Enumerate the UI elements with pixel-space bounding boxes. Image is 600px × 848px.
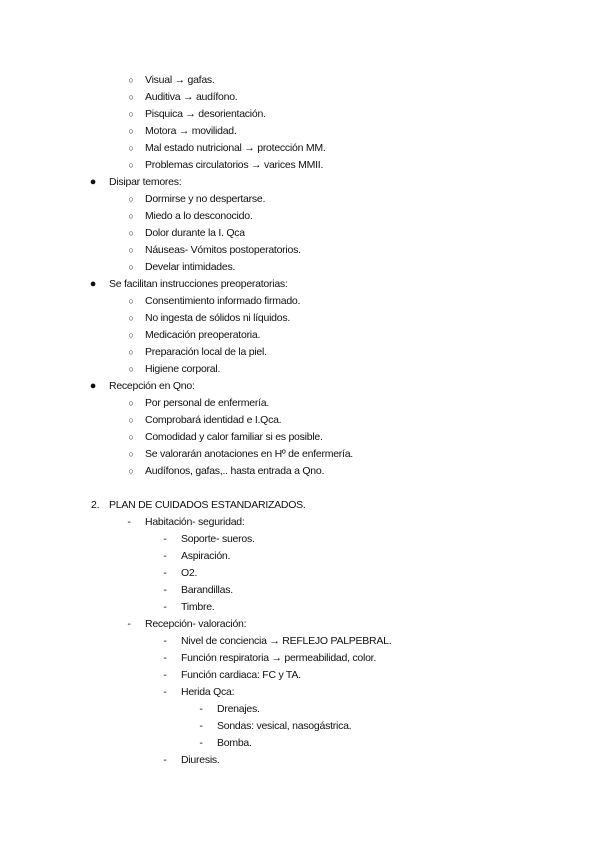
list-item-text: Función respiratoria → permeabilidad, color. <box>181 652 377 664</box>
section-label: Disipar temores: <box>109 176 182 188</box>
dash-bullet: - <box>163 669 167 681</box>
list-item-text: Aspiración. <box>181 550 231 562</box>
list-item-text: Soporte- sueros. <box>181 533 255 545</box>
dash-bullet: - <box>127 516 131 528</box>
circle-bullet: ○ <box>128 466 134 476</box>
list-item-text: Comprobará identidad e I.Qca. <box>145 414 282 426</box>
list-item-text: Drenajes. <box>217 703 260 715</box>
circle-bullet: ○ <box>128 432 134 442</box>
list-item-text: Diuresis. <box>181 754 220 766</box>
list-item-text: Preparación local de la piel. <box>145 346 267 358</box>
circle-bullet: ○ <box>128 211 134 221</box>
section-label: Se facilitan instrucciones preoperatorias: <box>109 278 288 290</box>
circle-bullet: ○ <box>128 228 134 238</box>
circle-bullet: ○ <box>128 262 134 272</box>
circle-bullet: ○ <box>128 449 134 459</box>
list-item-text: Por personal de enfermería. <box>145 397 269 409</box>
section-title: PLAN DE CUIDADOS ESTANDARIZADOS. <box>109 499 306 511</box>
circle-bullet: ○ <box>128 75 134 85</box>
list-item-text: Función cardiaca: FC y TA. <box>181 669 301 681</box>
list-item-text: Audífonos, gafas,.. hasta entrada a Qno. <box>145 465 325 477</box>
dash-bullet: - <box>163 754 167 766</box>
dash-bullet: - <box>163 635 167 647</box>
dash-bullet: - <box>163 533 167 545</box>
circle-bullet: ○ <box>128 398 134 408</box>
list-item-text: Barandillas. <box>181 584 233 596</box>
dash-bullet: - <box>199 720 203 732</box>
list-item-text: O2. <box>181 567 198 579</box>
section-number: 2. <box>91 499 100 511</box>
section-label: Recepción- valoración: <box>145 618 247 630</box>
dash-bullet: - <box>199 703 203 715</box>
circle-bullet: ○ <box>128 194 134 204</box>
circle-bullet: ○ <box>128 109 134 119</box>
list-item-text: Dolor durante la I. Qca <box>145 227 245 239</box>
dash-bullet: - <box>199 737 203 749</box>
disc-bullet: ● <box>89 176 97 188</box>
dash-bullet: - <box>163 584 167 596</box>
list-item-text: Comodidad y calor familiar si es posible. <box>145 431 323 443</box>
list-item-text: Bomba. <box>217 737 252 749</box>
dash-bullet: - <box>127 618 131 630</box>
list-item-text: Mal estado nutricional → protección MM. <box>145 142 326 154</box>
circle-bullet: ○ <box>128 296 134 306</box>
dash-bullet: - <box>163 601 167 613</box>
circle-bullet: ○ <box>128 313 134 323</box>
list-item-text: Pisquica → desorientación. <box>145 108 266 120</box>
circle-bullet: ○ <box>128 160 134 170</box>
list-item-text: Se valorarán anotaciones en Hº de enfermería. <box>145 448 353 460</box>
list-item-text: Develar intimidades. <box>145 261 236 273</box>
list-item-text: Consentimiento informado firmado. <box>145 295 301 307</box>
list-item-text: No ingesta de sólidos ni líquidos. <box>145 312 291 324</box>
circle-bullet: ○ <box>128 347 134 357</box>
list-item-text: Timbre. <box>181 601 215 613</box>
list-item-text: Auditiva → audífono. <box>145 91 238 103</box>
list-item-text: Miedo a lo desconocido. <box>145 210 253 222</box>
disc-bullet: ● <box>89 278 97 290</box>
circle-bullet: ○ <box>128 143 134 153</box>
list-item-text: Sondas: vesical, nasogástrica. <box>217 720 352 732</box>
list-item-text: Herida Qca: <box>181 686 235 698</box>
circle-bullet: ○ <box>128 330 134 340</box>
dash-bullet: - <box>163 652 167 664</box>
section-label: Habitación- seguridad: <box>145 516 245 528</box>
dash-bullet: - <box>163 550 167 562</box>
list-item-text: Medicación preoperatoria. <box>145 329 261 341</box>
list-item-text: Higiene corporal. <box>145 363 221 375</box>
list-item-text: Dormirse y no despertarse. <box>145 193 266 205</box>
circle-bullet: ○ <box>128 245 134 255</box>
dash-bullet: - <box>163 686 167 698</box>
list-item-text: Nivel de conciencia → REFLEJO PALPEBRAL. <box>181 635 392 647</box>
disc-bullet: ● <box>89 380 97 392</box>
list-item-text: Problemas circulatorios → varices MMII. <box>145 159 324 171</box>
circle-bullet: ○ <box>128 364 134 374</box>
list-item-text: Motora → movilidad. <box>145 125 237 137</box>
list-item-text: Visual → gafas. <box>145 74 215 86</box>
circle-bullet: ○ <box>128 415 134 425</box>
circle-bullet: ○ <box>128 92 134 102</box>
list-item-text: Náuseas- Vómitos postoperatorios. <box>145 244 301 256</box>
dash-bullet: - <box>163 567 167 579</box>
circle-bullet: ○ <box>128 126 134 136</box>
section-label: Recepción en Qno: <box>109 380 195 392</box>
